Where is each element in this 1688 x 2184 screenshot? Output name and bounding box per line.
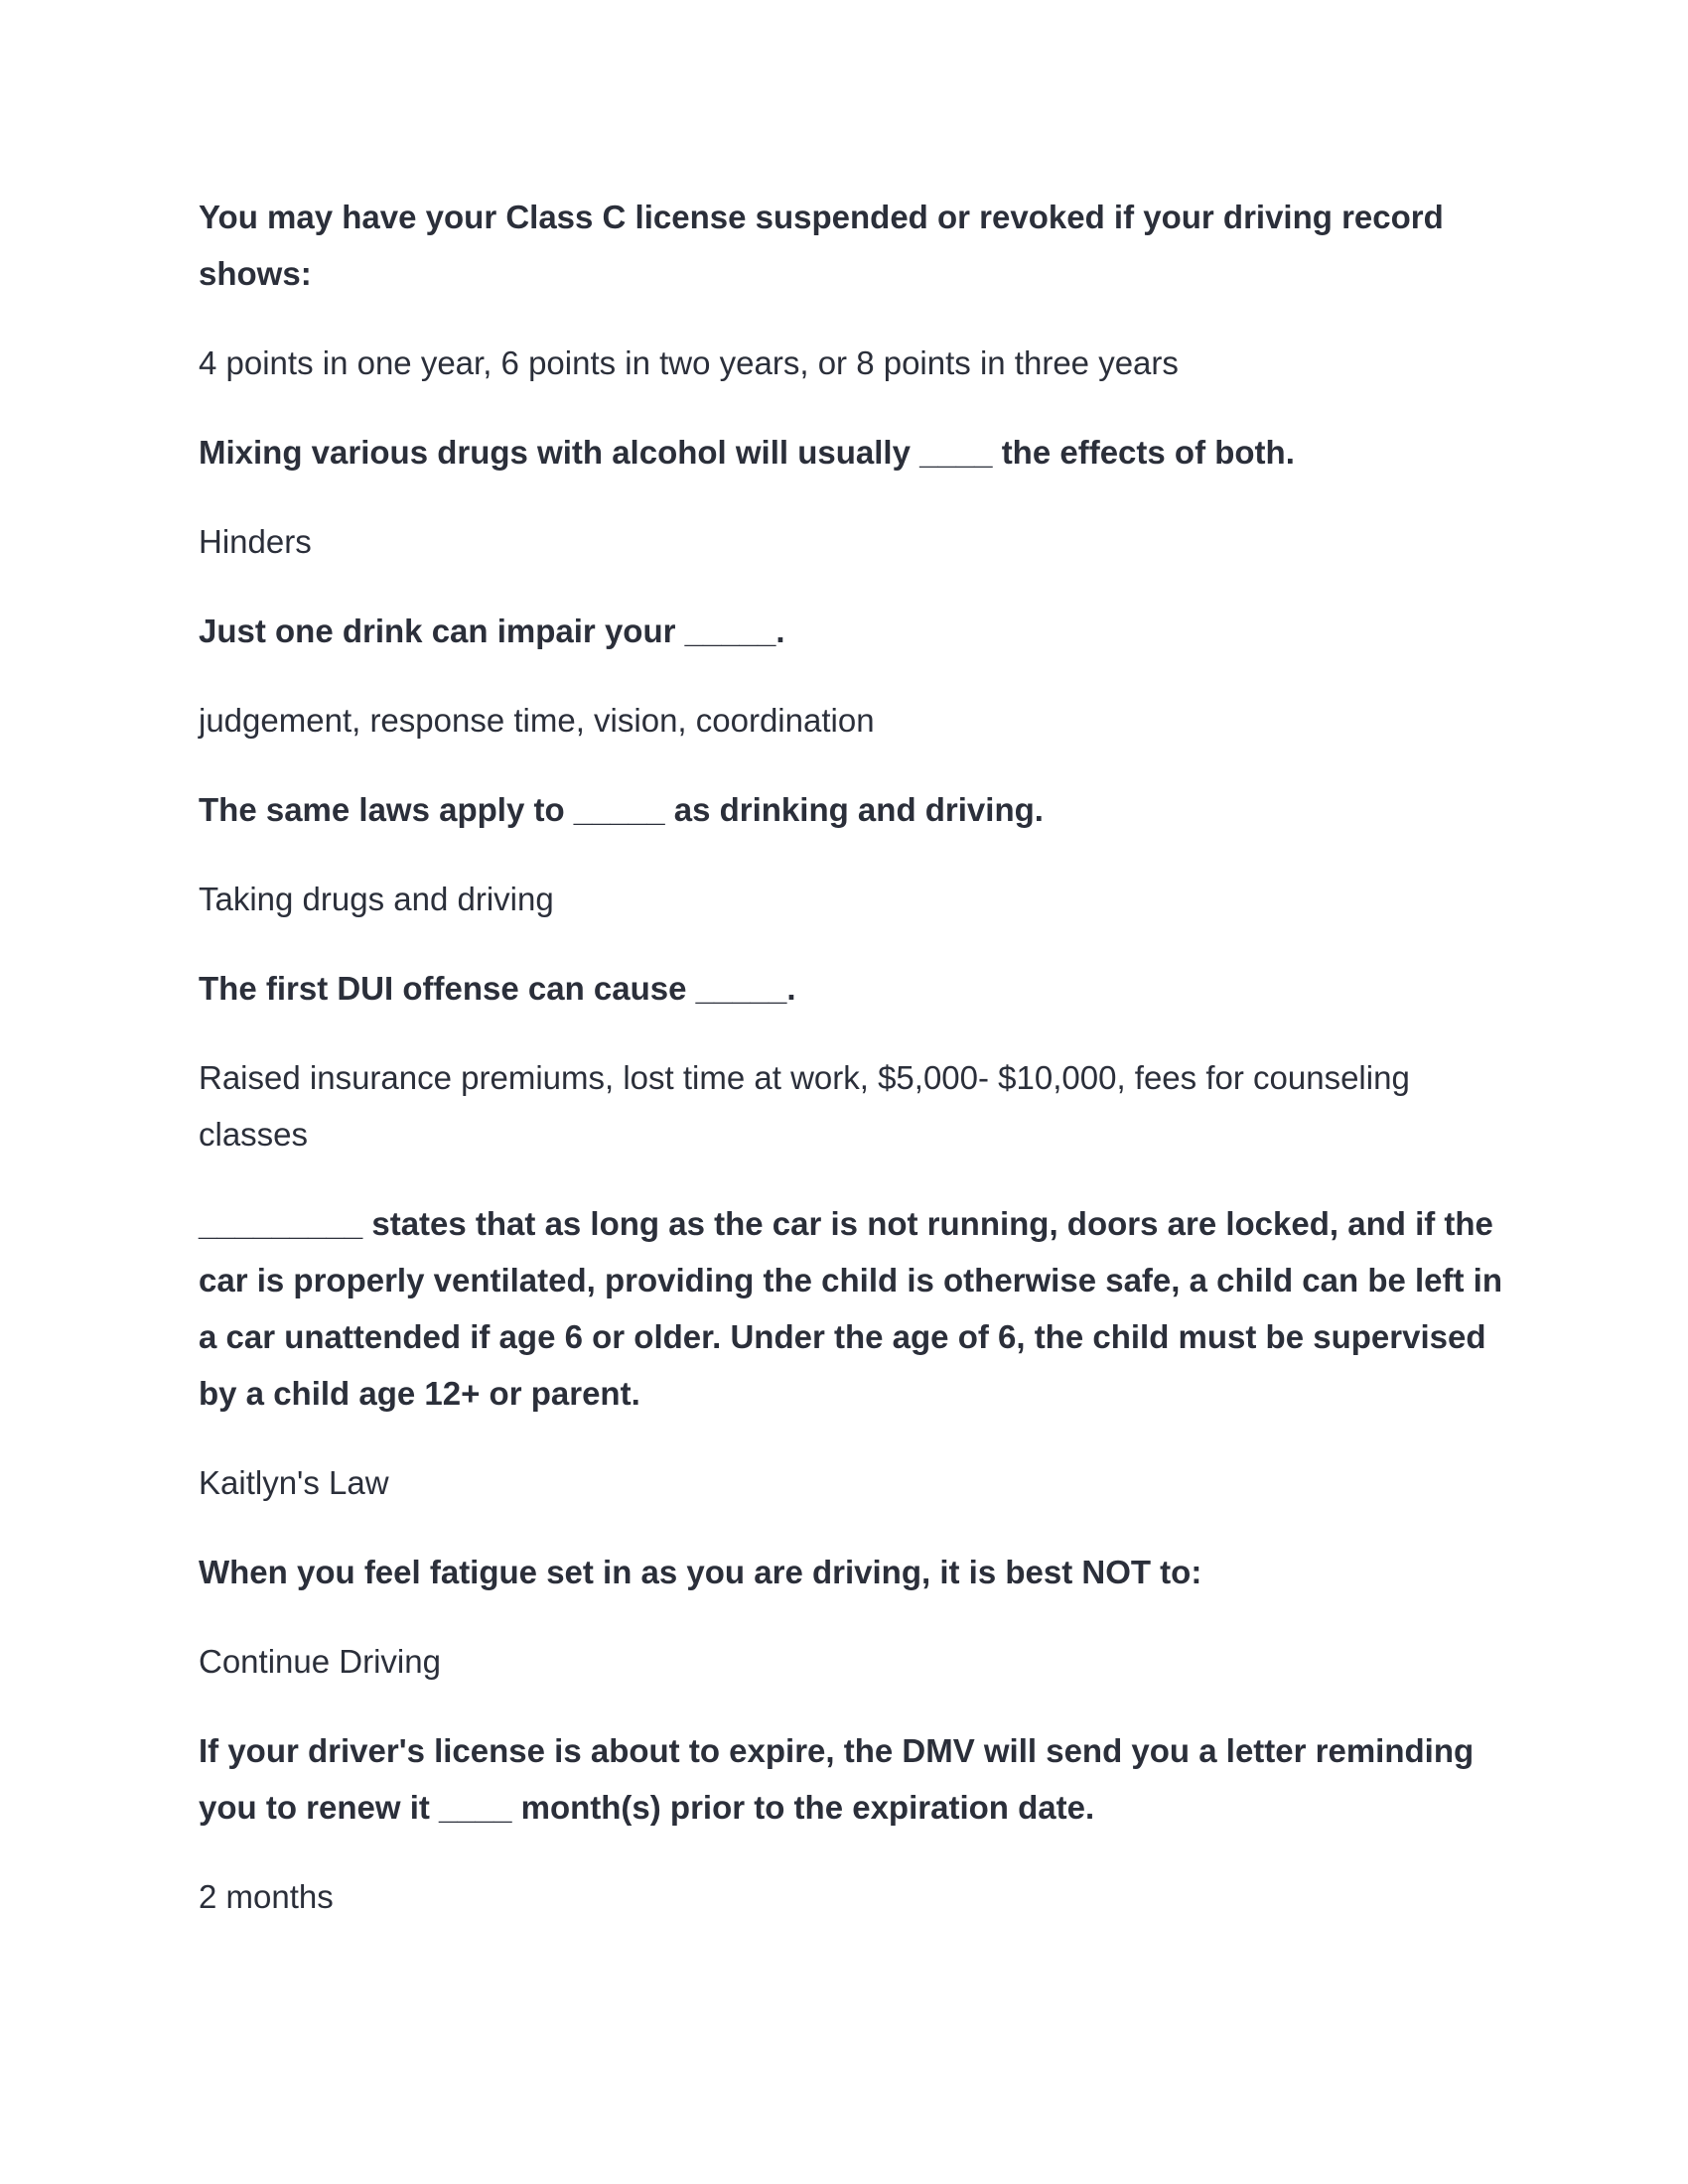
qa-item bbox=[199, 1722, 1509, 1925]
question-text: You may have your Class C license suspended or revoked if your driving record shows: bbox=[199, 199, 1444, 292]
answer-text: Kaitlyn's Law bbox=[199, 1464, 389, 1501]
document-page bbox=[199, 189, 1509, 1958]
question-text: Just one drink can impair your _____. bbox=[199, 613, 785, 649]
question-text: _________ states that as long as the car is not running, doors are locked, and if the car is properly ventilated, providing the child is otherwise safe, a child can be left in a car unattended if age 6 or older. Under the age of 6, the child must be supervised by a child age 12+ or parent. bbox=[199, 1205, 1503, 1412]
qa-item bbox=[199, 189, 1509, 391]
qa-item bbox=[199, 960, 1509, 1162]
answer-text: Taking drugs and driving bbox=[199, 881, 554, 917]
qa-item bbox=[199, 603, 1509, 749]
question-text: Mixing various drugs with alcohol will usually ____ the effects of both. bbox=[199, 434, 1295, 471]
answer-text: Continue Driving bbox=[199, 1643, 441, 1680]
qa-item bbox=[199, 1195, 1509, 1511]
answer-text: 2 months bbox=[199, 1878, 334, 1915]
answer-text: 4 points in one year, 6 points in two years, or 8 points in three years bbox=[199, 344, 1179, 381]
answer-text: Raised insurance premiums, lost time at work, $5,000- $10,000, fees for counseling classes bbox=[199, 1059, 1410, 1153]
answer-text: Hinders bbox=[199, 523, 312, 560]
qa-item bbox=[199, 1544, 1509, 1690]
qa-item bbox=[199, 424, 1509, 570]
question-text: When you feel fatigue set in as you are driving, it is best NOT to: bbox=[199, 1554, 1202, 1590]
qa-item bbox=[199, 781, 1509, 927]
question-text: The first DUI offense can cause _____. bbox=[199, 970, 796, 1007]
question-text: If your driver's license is about to expire, the DMV will send you a letter reminding you to renew it ____ month(s) prior to the expiration date. bbox=[199, 1732, 1475, 1826]
answer-text: judgement, response time, vision, coordination bbox=[199, 702, 875, 739]
question-text: The same laws apply to _____ as drinking and driving. bbox=[199, 791, 1044, 828]
